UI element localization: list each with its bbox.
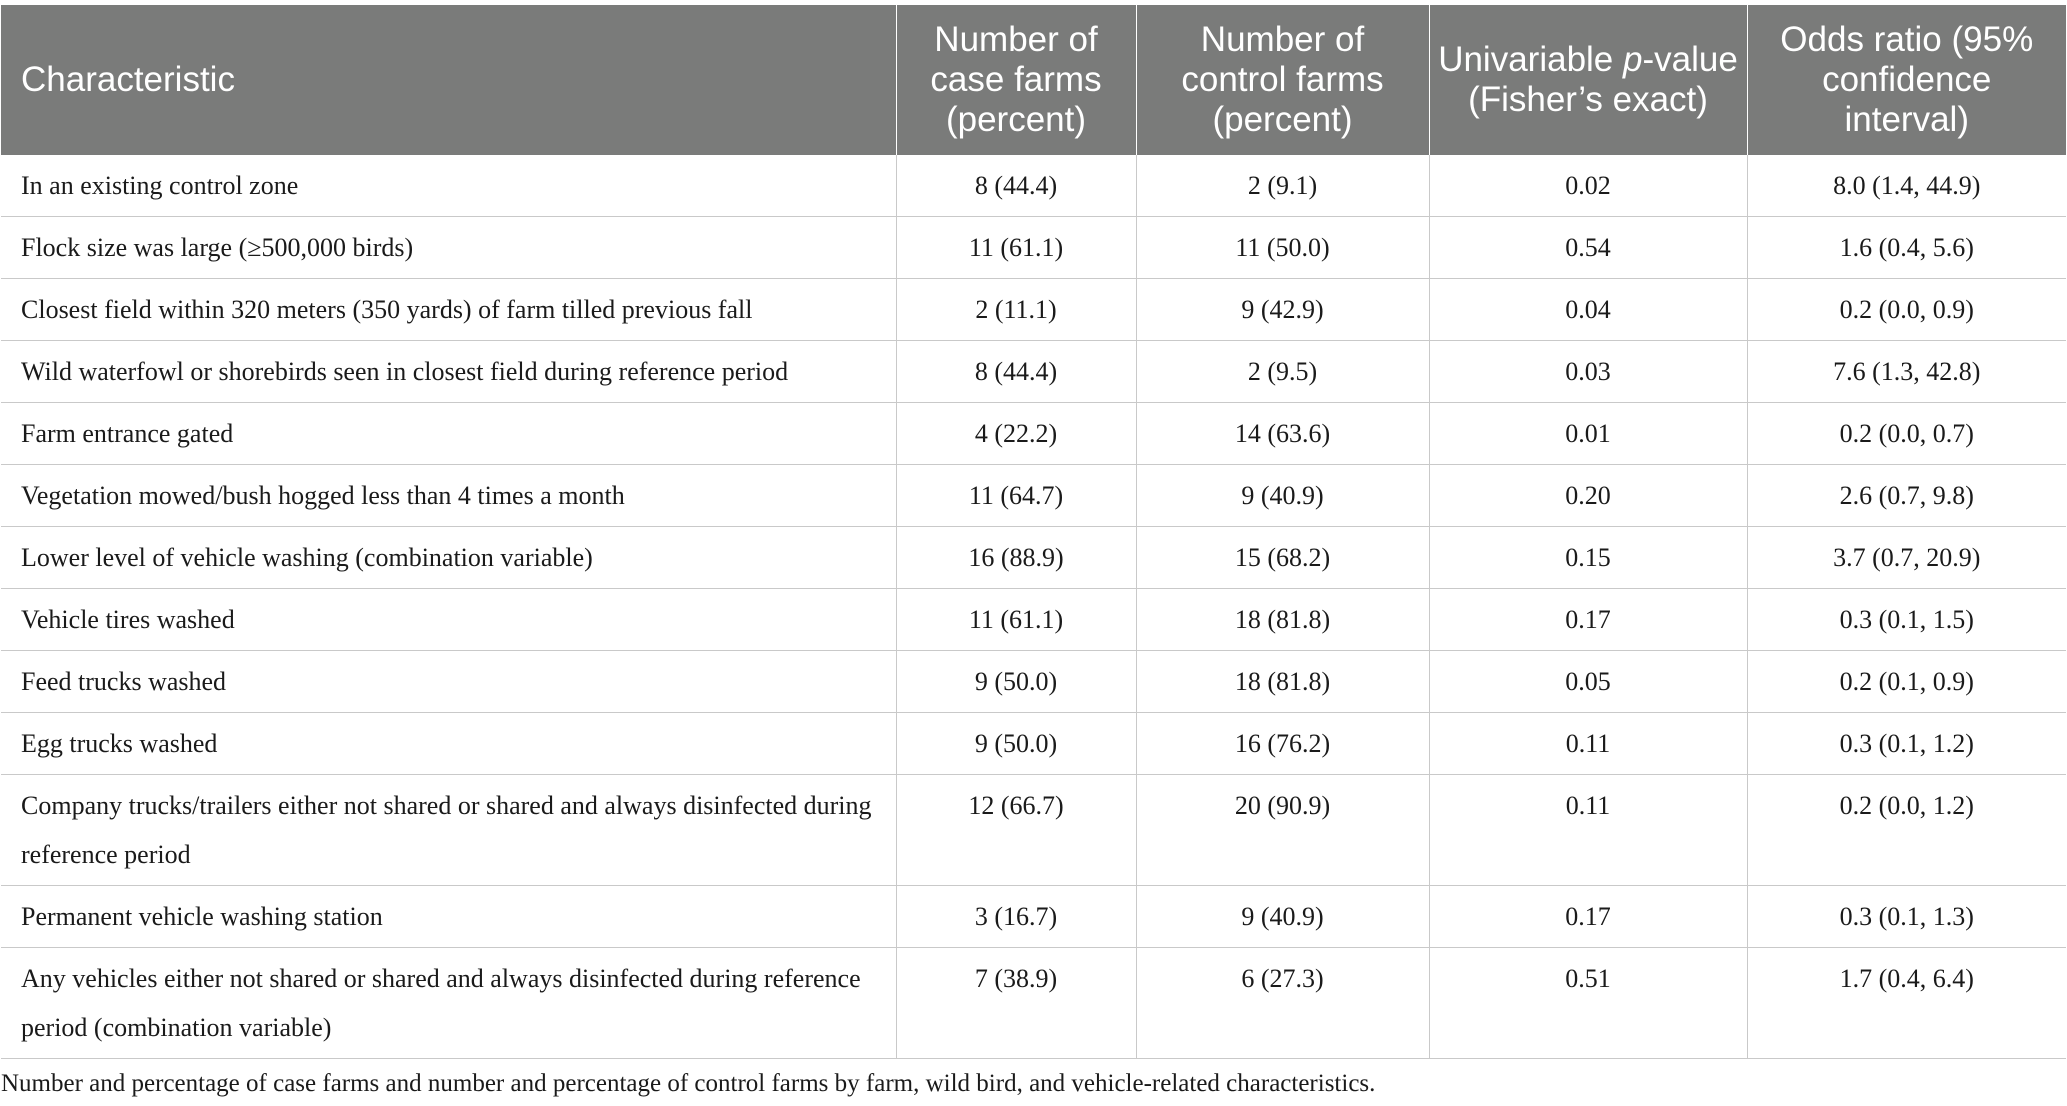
cell-case: 11 (61.1): [896, 217, 1136, 279]
cell-odds: 1.7 (0.4, 6.4): [1747, 948, 2066, 1059]
cell-odds: 0.3 (0.1, 1.3): [1747, 886, 2066, 948]
cell-control: 6 (27.3): [1136, 948, 1429, 1059]
cell-characteristic: Farm entrance gated: [1, 403, 896, 465]
cell-odds: 0.2 (0.0, 1.2): [1747, 775, 2066, 886]
cell-pvalue: 0.02: [1429, 155, 1747, 217]
cell-pvalue: 0.11: [1429, 775, 1747, 886]
cell-pvalue: 0.17: [1429, 589, 1747, 651]
cell-pvalue: 0.11: [1429, 713, 1747, 775]
cell-characteristic: In an existing control zone: [1, 155, 896, 217]
cell-case: 4 (22.2): [896, 403, 1136, 465]
cell-characteristic: Wild waterfowl or shorebirds seen in closest field during reference period: [1, 341, 896, 403]
cell-control: 20 (90.9): [1136, 775, 1429, 886]
cell-case: 8 (44.4): [896, 155, 1136, 217]
table-row: [1, 341, 2066, 403]
header-pvalue-pre: Univariable: [1438, 40, 1623, 79]
table-row: [1, 713, 2066, 775]
cell-pvalue: 0.01: [1429, 403, 1747, 465]
cell-odds: 0.2 (0.1, 0.9): [1747, 651, 2066, 713]
cell-characteristic: Vegetation mowed/bush hogged less than 4 times a month: [1, 465, 896, 527]
cell-pvalue: 0.03: [1429, 341, 1747, 403]
cell-control: 2 (9.5): [1136, 341, 1429, 403]
cell-characteristic: Any vehicles either not shared or shared and always disinfected during reference period (combination variable): [1, 948, 896, 1059]
header-pvalue-post: -value (Fisher’s exact): [1468, 40, 1738, 119]
cell-odds: 0.2 (0.0, 0.7): [1747, 403, 2066, 465]
cell-case: 16 (88.9): [896, 527, 1136, 589]
cell-control: 2 (9.1): [1136, 155, 1429, 217]
cell-pvalue: 0.17: [1429, 886, 1747, 948]
cell-pvalue: 0.51: [1429, 948, 1747, 1059]
cell-case: 8 (44.4): [896, 341, 1136, 403]
cell-control: 14 (63.6): [1136, 403, 1429, 465]
table-row: [1, 403, 2066, 465]
cell-case: 9 (50.0): [896, 713, 1136, 775]
cell-characteristic: Company trucks/trailers either not shared or shared and always disinfected during reference period: [1, 775, 896, 886]
cell-pvalue: 0.20: [1429, 465, 1747, 527]
table-row: [1, 775, 2066, 886]
cell-odds: 7.6 (1.3, 42.8): [1747, 341, 2066, 403]
table-row: [1, 651, 2066, 713]
cell-control: 9 (40.9): [1136, 886, 1429, 948]
characteristics-table: [1, 5, 2066, 1059]
cell-odds: 2.6 (0.7, 9.8): [1747, 465, 2066, 527]
table-row: [1, 886, 2066, 948]
cell-characteristic: Egg trucks washed: [1, 713, 896, 775]
cell-case: 7 (38.9): [896, 948, 1136, 1059]
table-row: [1, 527, 2066, 589]
header-pvalue-italic: p: [1623, 40, 1643, 79]
table-row: [1, 279, 2066, 341]
cell-odds: 0.3 (0.1, 1.5): [1747, 589, 2066, 651]
cell-characteristic: Flock size was large (≥500,000 birds): [1, 217, 896, 279]
cell-case: 11 (64.7): [896, 465, 1136, 527]
cell-characteristic: Closest field within 320 meters (350 yards) of farm tilled previous fall: [1, 279, 896, 341]
cell-odds: 8.0 (1.4, 44.9): [1747, 155, 2066, 217]
cell-control: 18 (81.8): [1136, 589, 1429, 651]
table-body: [1, 155, 2066, 1059]
header-odds-ratio: Odds ratio (95% confidence interval): [1747, 5, 2066, 155]
cell-control: 18 (81.8): [1136, 651, 1429, 713]
header-characteristic: Characteristic: [1, 5, 896, 155]
cell-characteristic: Permanent vehicle washing station: [1, 886, 896, 948]
table-row: [1, 217, 2066, 279]
cell-odds: 3.7 (0.7, 20.9): [1747, 527, 2066, 589]
header-pvalue: [1429, 5, 1747, 155]
cell-case: 9 (50.0): [896, 651, 1136, 713]
cell-case: 12 (66.7): [896, 775, 1136, 886]
cell-case: 2 (11.1): [896, 279, 1136, 341]
cell-characteristic: Vehicle tires washed: [1, 589, 896, 651]
cell-pvalue: 0.05: [1429, 651, 1747, 713]
cell-characteristic: Lower level of vehicle washing (combination variable): [1, 527, 896, 589]
cell-odds: 1.6 (0.4, 5.6): [1747, 217, 2066, 279]
cell-odds: 0.3 (0.1, 1.2): [1747, 713, 2066, 775]
header-case-farms: Number of case farms (percent): [896, 5, 1136, 155]
cell-case: 11 (61.1): [896, 589, 1136, 651]
cell-pvalue: 0.04: [1429, 279, 1747, 341]
header-row: [1, 5, 2066, 155]
cell-control: 9 (42.9): [1136, 279, 1429, 341]
cell-pvalue: 0.54: [1429, 217, 1747, 279]
cell-odds: 0.2 (0.0, 0.9): [1747, 279, 2066, 341]
table-header: [1, 5, 2066, 155]
cell-pvalue: 0.15: [1429, 527, 1747, 589]
header-control-farms: Number of control farms (percent): [1136, 5, 1429, 155]
table-row: [1, 465, 2066, 527]
table-row: [1, 155, 2066, 217]
cell-characteristic: Feed trucks washed: [1, 651, 896, 713]
cell-case: 3 (16.7): [896, 886, 1136, 948]
cell-control: 15 (68.2): [1136, 527, 1429, 589]
cell-control: 16 (76.2): [1136, 713, 1429, 775]
table-footnote: Number and percentage of case farms and number and percentage of control farms by farm, wild bird, and vehicle-related characteristics.: [1, 1070, 1376, 1097]
table-row: [1, 948, 2066, 1059]
cell-control: 11 (50.0): [1136, 217, 1429, 279]
table-row: [1, 589, 2066, 651]
cell-control: 9 (40.9): [1136, 465, 1429, 527]
